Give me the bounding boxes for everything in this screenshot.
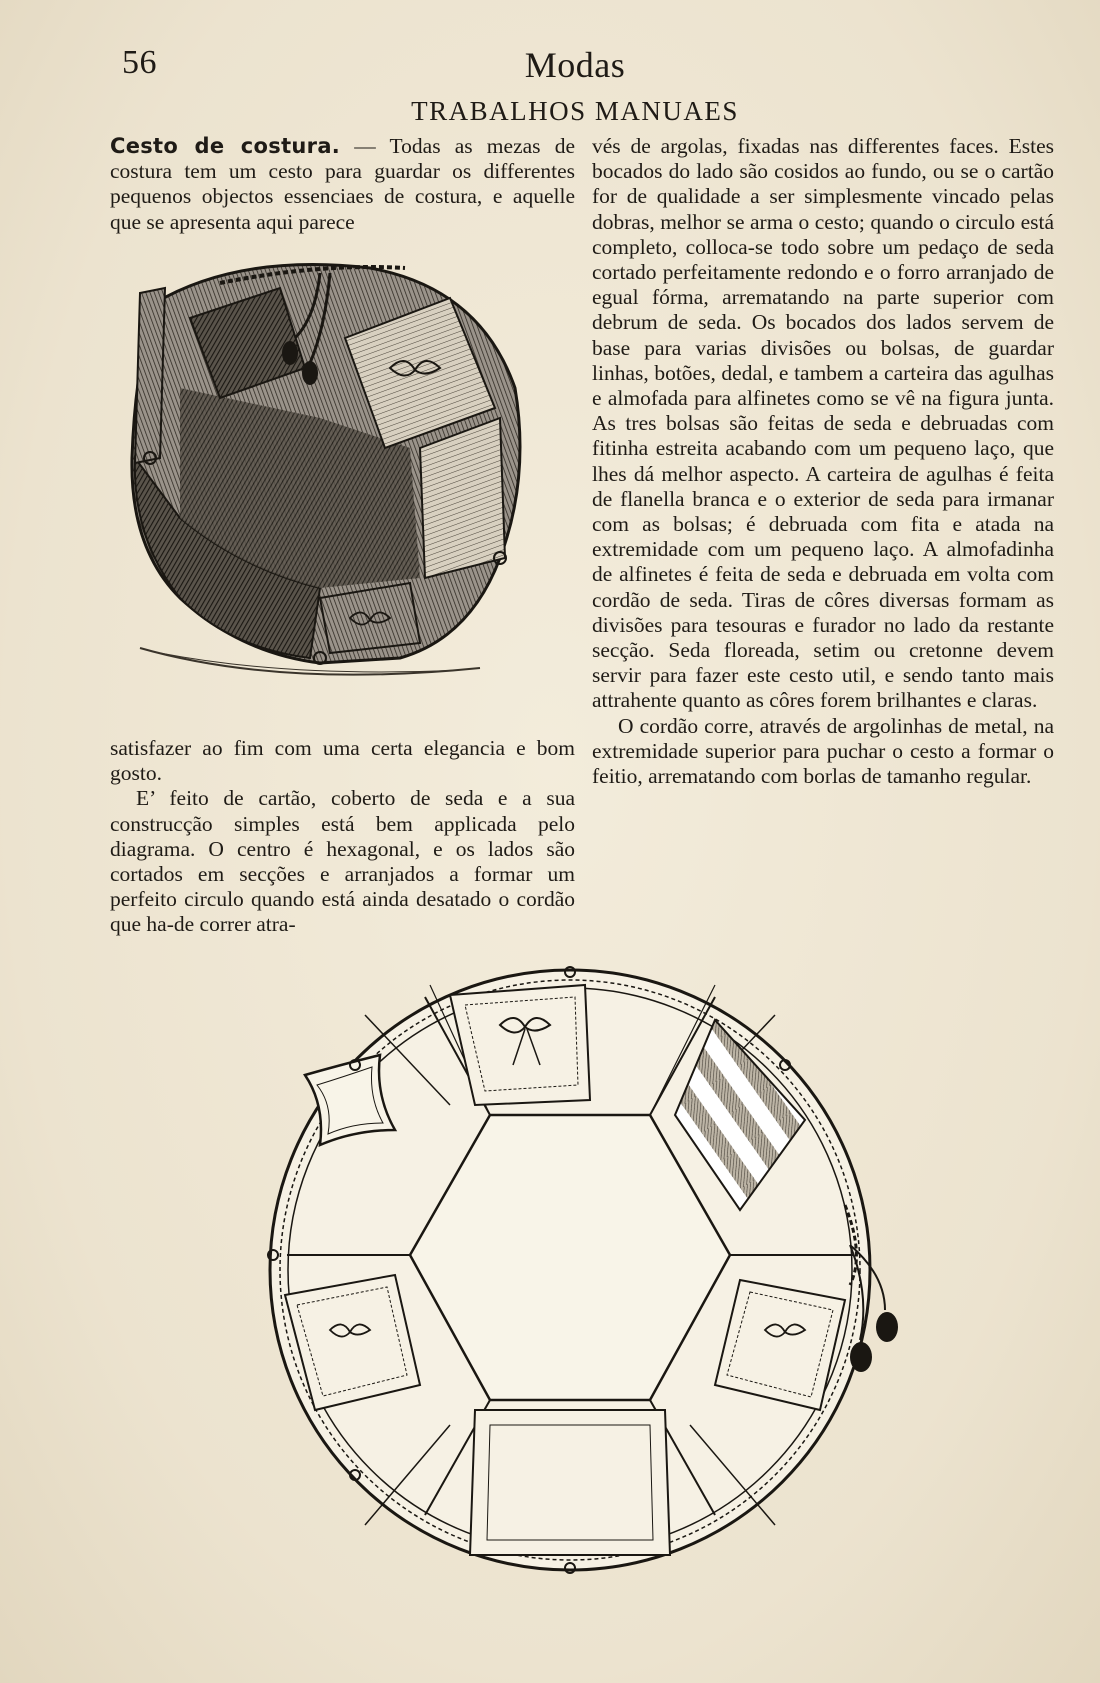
right-paragraph-1: vés de argolas, fixadas nas differentes faces. Estes bocados do lado são cosidos ao fundo, ou se o cartão for de qualidade a ser simplesmente vincado pelas dobras, melhor se arma o cesto; quando o circulo está completo, colloca-se todo sobre um pedaço de seda cortado perfeitamente redondo e o forro arranjado de egual fórma, arrematando na parte superior com debrum de seda. Os bocados dos lados servem de base para varias divisões ou bolsas, de guardar linhas, botões, dedal, e tambem a carteira das agulhas e almofada para alfinetes como se vê na figura junta. As tres bolsas são feitas de seda e debruadas com fitinha estreita acabando com um pequeno laço, que lhes dá melhor aspecto. A carteira de agulhas é feita de flanella branca e o exterior de seda para irmanar com as bolsas; é debruada com fita e atada na extremidade com um pequeno laço. A almofadinha de alfinetes é feita de seda e debruada em volta com cordão de seda. Tiras de côres diversas formam as divisões para tesouras e furador no lado da restante secção. Seda floreada, setim ou cretonne devem servir para fazer este cesto util, e sendo tanto mais attrahente quanto as côres forem brilhantes e claras. [592,134,1054,713]
left-paragraph-2: E’ feito de cartão, coberto de seda e a sua construcção simples está bem applicada pelo diagrama. O centro é hexagonal, e os lados são cortados em secções e arranjados a formar um perfeito circulo quando está ainda desatado o cordão que ha-de correr atra- [110,786,575,937]
article-title: Cesto de costura. [110,134,341,158]
page-number: 56 [122,44,157,81]
running-title: Modas [524,45,626,85]
right-column [592,134,1054,789]
left-continuation: satisfazer ao fim com uma certa elegancia e bom gosto. [110,736,575,786]
basket-construction-diagram [245,955,945,1595]
left-column-intro [110,134,575,235]
sewing-basket-engraving [120,258,570,718]
article-intro: — Todas as mezas de costura tem um cesto para guardar os differentes pequenos objectos essenciaes de costura, e aquelle que se apresenta aqui parece [110,134,575,234]
right-paragraph-2: O cordão corre, através de argolinhas de metal, na extremidade superior para puchar o cesto a formar o feitio, arrematando com borlas de tamanho regular. [592,713,1054,789]
left-column-body [110,736,575,938]
section-title: TRABALHOS MANUAES [411,96,739,126]
